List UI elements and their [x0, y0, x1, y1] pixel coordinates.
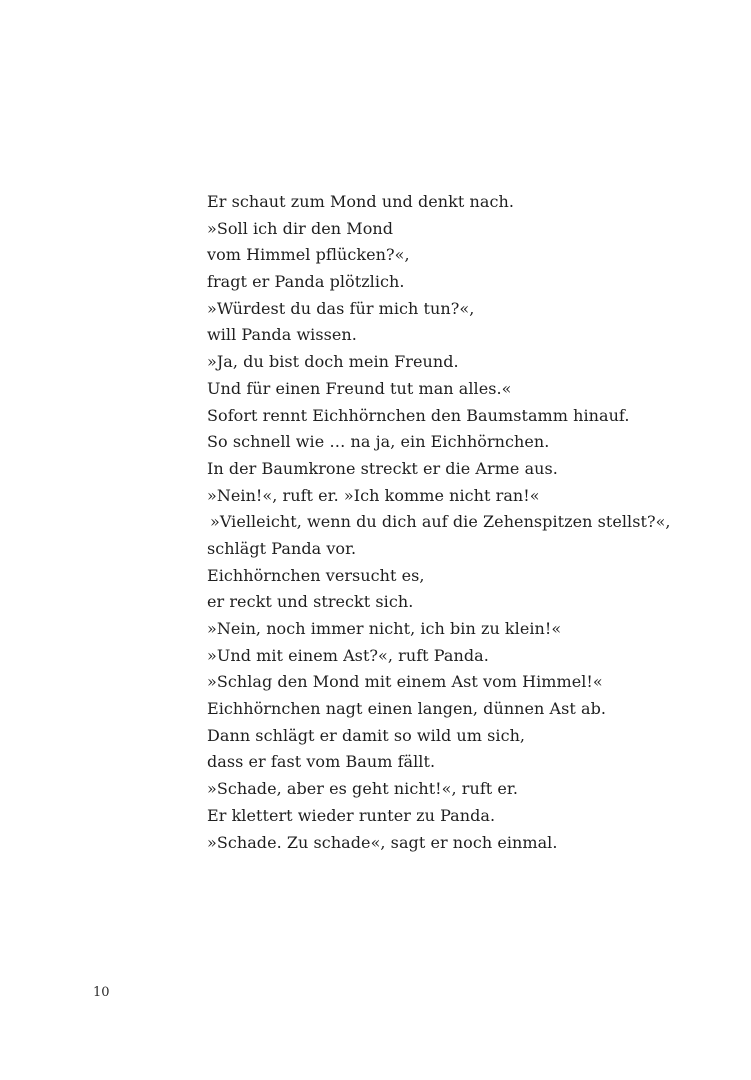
text-line: Und für einen Freund tut man alles.«: [207, 378, 512, 398]
text-line: vom Himmel pflücken?«,: [207, 245, 410, 265]
text-line: »Soll ich dir den Mond: [207, 218, 394, 238]
text-line: er reckt und streckt sich.: [207, 592, 414, 612]
text-line: Dann schlägt er damit so wild um sich,: [207, 725, 526, 745]
text-line: »Schade, aber es geht nicht!«, ruft er.: [207, 779, 519, 799]
text-line: will Panda wissen.: [207, 325, 357, 345]
text-line: Er klettert wieder runter zu Panda.: [207, 805, 496, 825]
text-line: fragt er Panda plötzlich.: [207, 272, 405, 292]
text-line: In der Baumkrone streckt er die Arme aus.: [207, 458, 558, 478]
text-line: »Nein, noch immer nicht, ich bin zu klein!«: [207, 619, 562, 638]
story-text: [207, 189, 707, 856]
text-line: So schnell wie … na ja, ein Eichhörnchen.: [207, 432, 550, 452]
text-line: »Und mit einem Ast?«, ruft Panda.: [207, 645, 489, 665]
text-line: schlägt Panda vor.: [207, 538, 357, 558]
page-number: 10: [93, 985, 110, 1000]
text-line: Eichhörnchen nagt einen langen, dünnen Ast ab.: [207, 699, 607, 719]
text-line: »Vielleicht, wenn du dich auf die Zehenspitzen stellst?«,: [210, 512, 671, 532]
text-line: »Würdest du das für mich tun?«,: [207, 298, 475, 318]
text-line: Eichhörnchen versucht es,: [207, 565, 425, 585]
text-line: Er schaut zum Mond und denkt nach.: [207, 192, 514, 211]
text-line: »Nein!«, ruft er. »Ich komme nicht ran!«: [207, 485, 540, 505]
text-line: Sofort rennt Eichhörnchen den Baumstamm hinauf.: [207, 405, 630, 425]
text-line: »Schade. Zu schade«, sagt er noch einmal.: [207, 832, 558, 852]
text-line: dass er fast vom Baum fällt.: [207, 752, 436, 772]
text-line: »Schlag den Mond mit einem Ast vom Himmel!«: [207, 672, 603, 692]
text-line: »Ja, du bist doch mein Freund.: [207, 352, 459, 372]
